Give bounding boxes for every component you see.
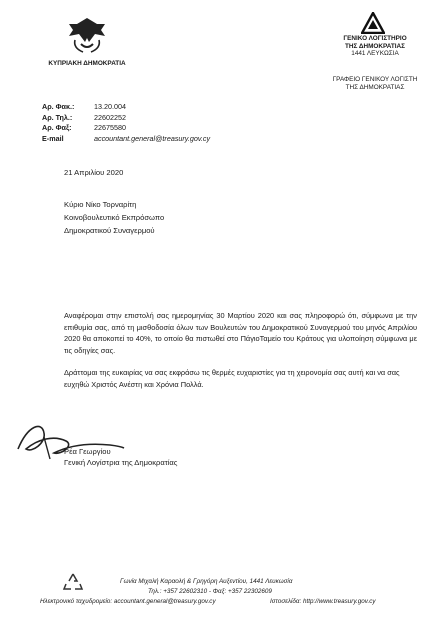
recipient-name: Κύριο Νίκο Τορναρίτη xyxy=(64,200,137,209)
letter-date: 21 Απριλίου 2020 xyxy=(64,168,124,177)
meta-label: Αρ. Φαξ: xyxy=(42,123,72,132)
footer-address: Γωνία Μιχαλή Καραολή & Γρηγόρη Αυξεντίου, 1441 Λευκωσία xyxy=(120,578,293,585)
meta-label: E-mail xyxy=(42,133,64,143)
meta-label: Αρ. Τηλ.: xyxy=(42,112,73,122)
treasury-logo-icon xyxy=(361,12,385,34)
meta-value: 22602252 xyxy=(94,112,126,122)
meta-row-fax xyxy=(42,123,262,134)
right-org-line2: ΤΗΣ ΔΗΜΟΚΡΑΤΙΑΣ xyxy=(344,42,405,50)
signatory-title: Γενική Λογίστρια της Δημοκρατίας xyxy=(64,458,178,467)
recycle-icon xyxy=(62,572,84,597)
signatory-name: Ρέα Γεωργίου xyxy=(64,447,111,456)
meta-value: 22675580 xyxy=(94,123,126,132)
meta-label: Αρ. Φακ.: xyxy=(42,102,75,111)
footer-email: Ηλεκτρονικό ταχυδρομείο: accountant.general@treasury.gov.cy xyxy=(40,598,216,605)
body-paragraph-1: Αναφέρομαι στην επιστολή σας ημερομηνίας 30 Μαρτίου 2020 και σας πληροφορώ ότι, σύμφωνα με την επιθυμία σας, από τη μισθοδοσία όλων των Βουλευτών του Δημοκρατικού Συναγερμού του μηνός Απριλίου 2020 θα αποκοπεί το 40%, το οποίο θα πιστωθεί στο ΠάγιοΤαμείο του Κράτους για υλοποίηση σύμφωνα με τις οδηγίες σας. xyxy=(64,311,417,355)
meta-row-file xyxy=(42,102,262,113)
office-line1: ΓΡΑΦΕΙΟ ΓΕΝΙΚΟΥ ΛΟΓΙΣΤΗ xyxy=(332,76,418,83)
recipient-title: Κοινοβουλευτικό Εκπρόσωπο xyxy=(64,213,165,222)
reference-block xyxy=(42,102,262,144)
right-org-city: 1441 ΛΕΥΚΩΣΙΑ xyxy=(351,50,399,57)
left-org-name: ΚΥΠΡΙΑΚΗ ΔΗΜΟΚΡΑΤΙΑ xyxy=(48,60,126,67)
footer-website: Ιστοσελίδα: http://www.treasury.gov.cy xyxy=(270,598,376,605)
meta-row-phone xyxy=(42,113,262,124)
right-org-line1: ΓΕΝΙΚΟ ΛΟΓΙΣΤΗΡΙΟ xyxy=(343,35,407,42)
meta-value: 13.20.004 xyxy=(94,102,126,111)
right-org-name xyxy=(320,35,430,58)
office-name xyxy=(320,76,430,91)
cyprus-coat-of-arms-icon xyxy=(63,14,111,56)
office-line2: ΤΗΣ ΔΗΜΟΚΡΑΤΙΑΣ xyxy=(345,83,405,91)
signatory-block xyxy=(64,446,177,468)
body-paragraph-2: Δράττομαι της ευκαιρίας να σας εκφράσω τις θερμές ευχαριστίες για τη χειρονομία σας αυτή και να σας ευχηθώ Χριστός Ανέστη και Χρόνια Πολλά. xyxy=(64,368,400,389)
footer-phones: Τηλ.: +357 22602310 - Φαξ: +357 22302609 xyxy=(148,588,272,595)
meta-value: accountant.general@treasury.gov.cy xyxy=(94,133,211,143)
recipient-party: Δημοκρατικού Συναγερμού xyxy=(64,226,155,235)
recipient-block xyxy=(64,198,164,237)
meta-row-email xyxy=(42,134,262,145)
